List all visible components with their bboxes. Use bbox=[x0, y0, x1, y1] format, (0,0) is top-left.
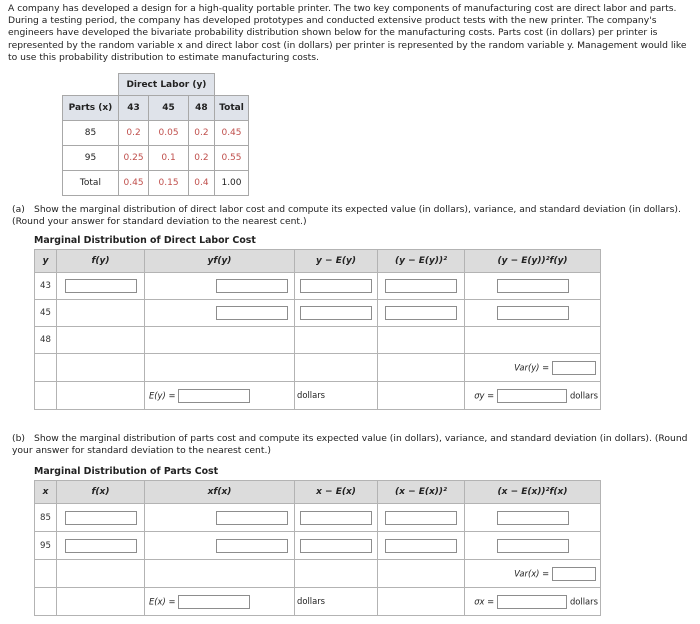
bivariate-distribution-table bbox=[62, 73, 249, 196]
var-y-label: Var(y) = bbox=[514, 362, 550, 372]
xfx-input-85[interactable] bbox=[216, 511, 288, 525]
ey-unit: dollars bbox=[297, 390, 326, 400]
header-xfx: xf(x) bbox=[145, 481, 295, 504]
prob-cell: 0.55 bbox=[215, 146, 249, 171]
sigma-x-input[interactable] bbox=[497, 595, 567, 609]
part-b-label: (b) bbox=[12, 433, 26, 444]
part-b-text: Show the marginal distribution of parts cost and compute its expected value (in dollars), variance, and standard deviation (in dollars). (Round your answer for standard deviation to the nearest cent.) bbox=[12, 433, 688, 457]
prob-cell: 0.4 bbox=[188, 171, 214, 196]
weighted-deviation-input-85[interactable] bbox=[497, 511, 569, 525]
row-value-85: 85 bbox=[35, 504, 57, 532]
parts-header: Parts (x) bbox=[63, 96, 119, 121]
var-x-label: Var(x) = bbox=[514, 568, 550, 578]
prob-cell: 0.2 bbox=[188, 121, 214, 146]
deviation-squared-input-45[interactable] bbox=[385, 306, 457, 320]
weighted-deviation-input-45[interactable] bbox=[497, 306, 569, 320]
yfy-input-45[interactable] bbox=[216, 306, 288, 320]
fx-input-95[interactable] bbox=[65, 539, 137, 553]
prob-cell: 1.00 bbox=[215, 171, 249, 196]
header-weighted-deviation: (x − E(x))²f(x) bbox=[465, 481, 601, 504]
y-minus-ey-input-45[interactable] bbox=[300, 306, 372, 320]
col-header: 48 bbox=[188, 96, 214, 121]
deviation-squared-input-85[interactable] bbox=[385, 511, 457, 525]
part-a-table-title: Marginal Distribution of Direct Labor Cost bbox=[34, 235, 256, 246]
ey-label: E(y) = bbox=[149, 390, 176, 400]
header-deviation-squared: (x − E(x))² bbox=[378, 481, 465, 504]
row-label: 85 bbox=[63, 121, 119, 146]
row-value-48: 48 bbox=[35, 327, 57, 354]
part-b-table-title: Marginal Distribution of Parts Cost bbox=[34, 466, 219, 477]
col-header: 43 bbox=[118, 96, 148, 121]
fx-input-85[interactable] bbox=[65, 511, 137, 525]
header-weighted-deviation: (y − E(y))²f(y) bbox=[465, 250, 601, 273]
row-label: 95 bbox=[63, 146, 119, 171]
prob-cell: 0.2 bbox=[188, 146, 214, 171]
row-value-45: 45 bbox=[35, 300, 57, 327]
direct-labor-header: Direct Labor (y) bbox=[118, 74, 214, 96]
yfy-input-43[interactable] bbox=[216, 279, 288, 293]
x-minus-ex-input-85[interactable] bbox=[300, 511, 372, 525]
direct-labor-marginal-table bbox=[34, 249, 601, 410]
problem-statement: A company has developed a design for a high-quality portable printer. The two key components of manufacturing cost are direct labor and parts. During a testing period, the company has developed prototypes and conducted extensive product tests with the new printer. The company's engineers have developed the bivariate probability distribution shown below for the manufacturing costs. Parts cost (in dollars) per printer is represented by the random variable x and direct labor cost (in dollars) per printer is represented by the random variable y. Management would like to use this probability distribution to estimate manufacturing costs. bbox=[8, 3, 687, 63]
header-y-minus-ey: y − E(y) bbox=[295, 250, 378, 273]
sigma-y-label: σy = bbox=[474, 390, 495, 400]
ey-input[interactable] bbox=[178, 389, 250, 403]
header-yfy: yf(y) bbox=[145, 250, 295, 273]
sigma-x-unit: dollars bbox=[569, 596, 598, 606]
part-b-question bbox=[12, 433, 692, 457]
weighted-deviation-input-95[interactable] bbox=[497, 539, 569, 553]
part-a-question bbox=[12, 204, 692, 228]
var-y-input[interactable] bbox=[552, 361, 596, 375]
var-x-input[interactable] bbox=[552, 567, 596, 581]
row-value-43: 43 bbox=[35, 273, 57, 300]
weighted-deviation-input-43[interactable] bbox=[497, 279, 569, 293]
part-a-label: (a) bbox=[12, 204, 25, 215]
xfx-input-95[interactable] bbox=[216, 539, 288, 553]
deviation-squared-input-43[interactable] bbox=[385, 279, 457, 293]
fy-input-43[interactable] bbox=[65, 279, 137, 293]
sigma-y-input[interactable] bbox=[497, 389, 567, 403]
header-y: y bbox=[35, 250, 57, 273]
ex-unit: dollars bbox=[297, 596, 326, 606]
row-value-95: 95 bbox=[35, 532, 57, 560]
prob-cell: 0.45 bbox=[118, 171, 148, 196]
prob-cell: 0.45 bbox=[215, 121, 249, 146]
header-x-minus-ex: x − E(x) bbox=[295, 481, 378, 504]
prob-cell: 0.2 bbox=[118, 121, 148, 146]
prob-cell: 0.1 bbox=[149, 146, 189, 171]
prob-cell: 0.15 bbox=[149, 171, 189, 196]
sigma-x-label: σx = bbox=[474, 596, 495, 606]
header-fx: f(x) bbox=[57, 481, 145, 504]
header-fy: f(y) bbox=[57, 250, 145, 273]
parts-marginal-table bbox=[34, 480, 601, 616]
col-header: 45 bbox=[149, 96, 189, 121]
row-label: Total bbox=[63, 171, 119, 196]
ex-input[interactable] bbox=[178, 595, 250, 609]
ex-label: E(x) = bbox=[149, 596, 176, 606]
deviation-squared-input-95[interactable] bbox=[385, 539, 457, 553]
y-minus-ey-input-43[interactable] bbox=[300, 279, 372, 293]
prob-cell: 0.05 bbox=[149, 121, 189, 146]
part-a-text: Show the marginal distribution of direct labor cost and compute its expected value (in dollars), variance, and standard deviation (in dollars). (Round your answer for standard deviation to the nearest cent.) bbox=[12, 204, 681, 228]
prob-cell: 0.25 bbox=[118, 146, 148, 171]
header-x: x bbox=[35, 481, 57, 504]
header-deviation-squared: (y − E(y))² bbox=[378, 250, 465, 273]
col-header: Total bbox=[215, 96, 249, 121]
x-minus-ex-input-95[interactable] bbox=[300, 539, 372, 553]
sigma-y-unit: dollars bbox=[569, 390, 598, 400]
